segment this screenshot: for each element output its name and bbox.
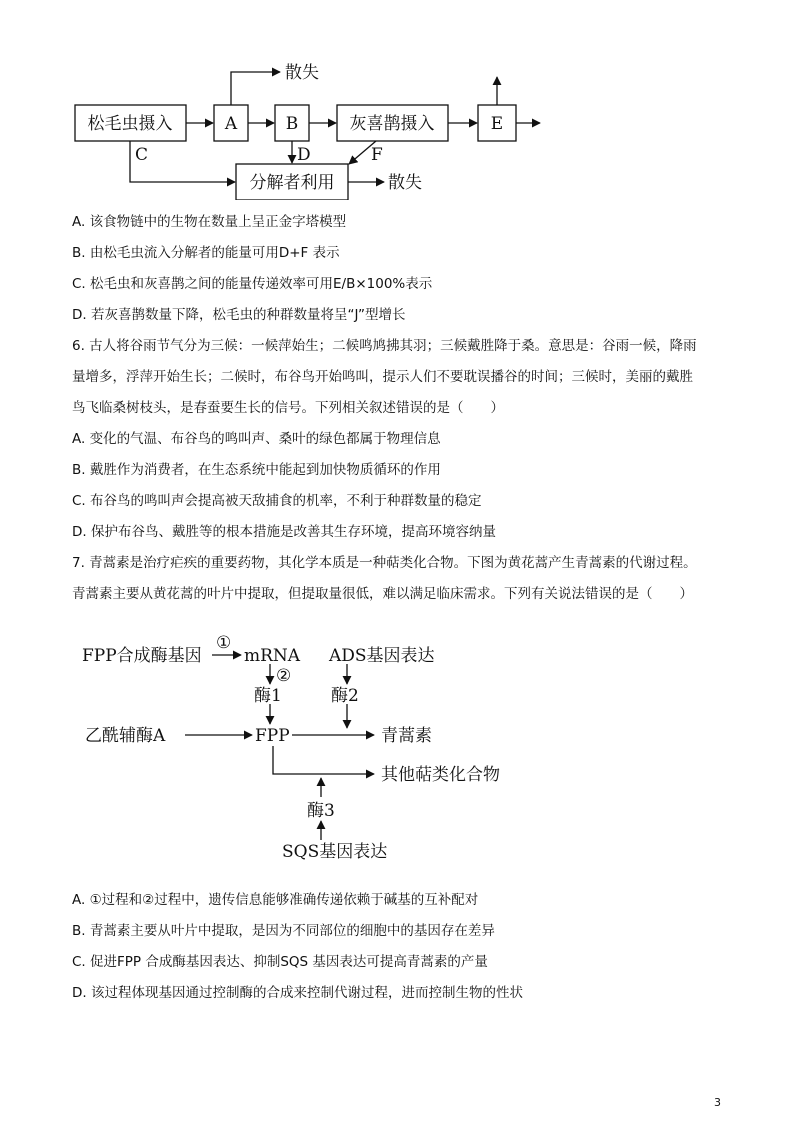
q7-option-d: D. 该过程体现基因通过控制酶的合成来控制代谢过程，进而控制生物的性状	[72, 985, 523, 1001]
label-enzyme-1: 酶1	[254, 686, 282, 706]
label-fpp: FPP	[255, 726, 290, 746]
node-magpie: 灰喜鹊摄入	[349, 114, 435, 134]
q7-stem-line-1: 7. 青蒿素是治疗疟疾的重要药物，其化学本质是一种萜类化合物。下图为黄花蒿产生青蒿素的代谢过程。	[72, 555, 697, 571]
q6-stem-line-3: 鸟飞临桑树枝头，是春蚕要生长的信号。下列相关叙述错误的是（ ）	[72, 400, 504, 416]
arrow-fpp-other	[273, 746, 374, 774]
q6-option-a: A. 变化的气温、布谷鸟的鸣叫声、桑叶的绿色都属于物理信息	[72, 431, 441, 447]
node-decomposer: 分解者利用	[249, 173, 335, 193]
q5-option-d: D. 若灰喜鹊数量下降，松毛虫的种群数量将呈“J”型增长	[72, 307, 406, 323]
q7-option-b: B. 青蒿素主要从叶片中提取，是因为不同部位的细胞中的基因存在差异	[72, 923, 495, 939]
label-d: D	[297, 145, 311, 165]
q5-option-b: B. 由松毛虫流入分解者的能量可用D+F 表示	[72, 245, 340, 261]
label-sqs: SQS基因表达	[282, 842, 388, 862]
label-ads: ADS基因表达	[329, 646, 435, 666]
energy-flow-diagram	[0, 0, 794, 200]
q6-option-c: C. 布谷鸟的鸣叫声会提高被天敌捕食的机率，不利于种群数量的稳定	[72, 493, 482, 509]
q7-option-c: C. 促进FPP 合成酶基因表达、抑制SQS 基因表达可提高青蒿素的产量	[72, 954, 488, 970]
label-mrna: mRNA	[244, 646, 301, 666]
q7-option-a: A. ①过程和②过程中，遗传信息能够准确传递依赖于碱基的互补配对	[72, 892, 479, 908]
label-step-1: ①	[216, 633, 232, 653]
q6-option-b: B. 戴胜作为消费者，在生态系统中能起到加快物质循环的作用	[72, 462, 441, 478]
page-number: 3	[714, 1096, 721, 1109]
label-enzyme-3: 酶3	[307, 801, 335, 821]
label-loss-bottom: 散失	[388, 173, 422, 193]
label-loss-top: 散失	[285, 63, 319, 83]
label-c: C	[135, 145, 149, 165]
q6-stem-line-1: 6. 古人将谷雨节气分为三候：一候萍始生；二候鸣鸠拂其羽；三候戴胜降于桑。意思是：谷雨一候，降雨	[72, 338, 697, 354]
label-fpp-gene: FPP合成酶基因	[82, 646, 202, 666]
q5-option-a: A. 该食物链中的生物在数量上呈正金字塔模型	[72, 214, 347, 230]
q7-stem-line-2: 青蒿素主要从黄花蒿的叶片中提取，但提取量很低，难以满足临床需求。下列有关说法错误的是（ ）	[72, 586, 693, 602]
label-f: F	[371, 145, 383, 165]
label-enzyme-2: 酶2	[331, 686, 359, 706]
label-artemisinin: 青蒿素	[381, 726, 432, 746]
label-acetyl-coa: 乙酰辅酶A	[85, 726, 166, 746]
q6-option-d: D. 保护布谷鸟、戴胜等的根本措施是改善其生存环境，提高环境容纳量	[72, 524, 496, 540]
arrow-a-loss	[231, 72, 280, 105]
q6-stem-line-2: 量增多，浮萍开始生长；二候时，布谷鸟开始鸣叫，提示人们不要耽误播谷的时间；三候时，美丽的戴胜	[72, 369, 693, 385]
node-b: B	[285, 114, 299, 134]
label-step-2: ②	[276, 666, 292, 686]
node-caterpillar: 松毛虫摄入	[87, 114, 173, 134]
q5-option-c: C. 松毛虫和灰喜鹊之间的能量传递效率可用E/B×100%表示	[72, 276, 433, 292]
node-e: E	[490, 114, 504, 134]
label-other-terpenes: 其他萜类化合物	[381, 765, 500, 785]
node-a: A	[224, 114, 238, 134]
